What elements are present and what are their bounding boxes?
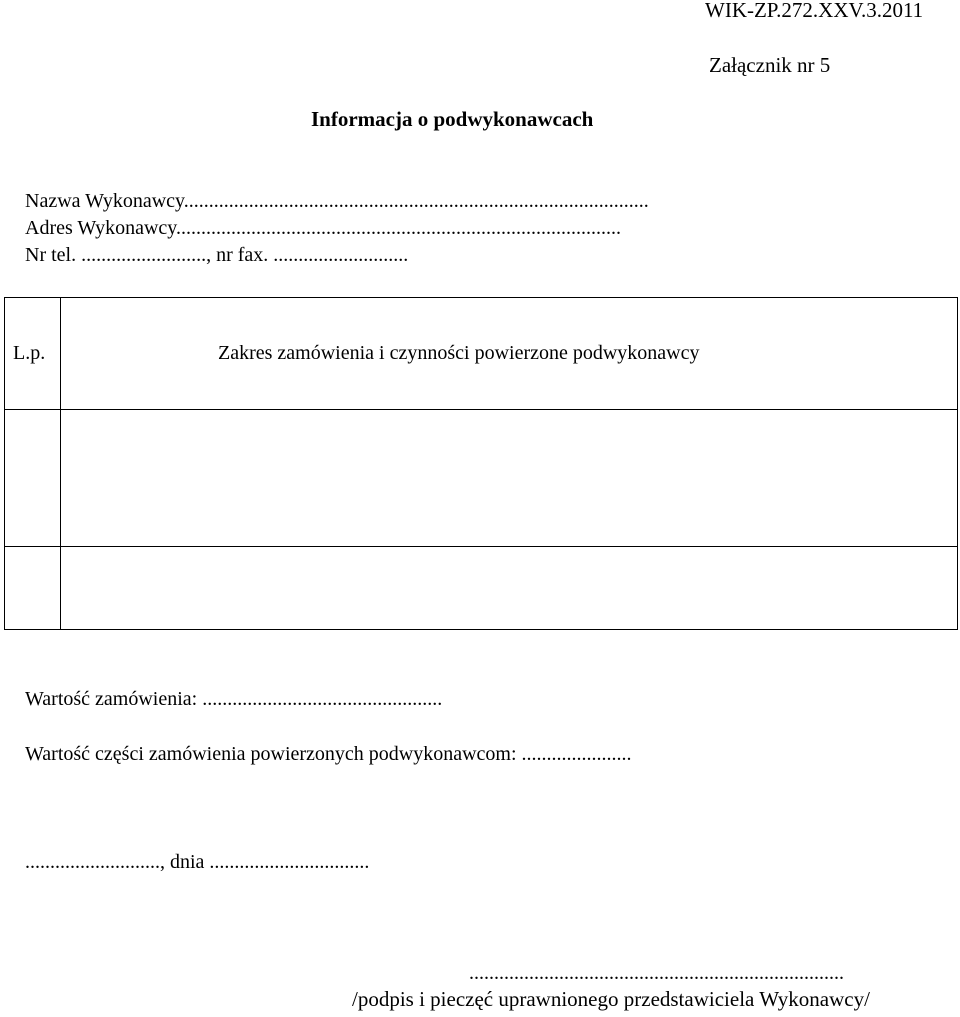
column-header-scope: Zakres zamówienia i czynności powierzone podwykonawcy — [61, 298, 958, 410]
annex-label: Załącznik nr 5 — [709, 53, 831, 77]
table-cell-scope — [61, 547, 958, 630]
table-cell-lp — [5, 547, 61, 630]
column-header-lp: L.p. — [5, 298, 61, 410]
table-cell-lp — [5, 410, 61, 547]
subcontract-value-line: Wartość części zamówienia powierzonych podwykonawcom: ...................... — [25, 743, 632, 765]
signature-caption: /podpis i pieczęć uprawnionego przedstawiciela Wykonawcy/ — [352, 987, 870, 1011]
signature-line: ........................................................................... — [469, 962, 844, 984]
table-row — [5, 410, 958, 547]
document-title: Informacja o podwykonawcach — [311, 107, 594, 131]
contractor-address-line: Adres Wykonawcy......................................................................................... — [25, 217, 621, 239]
order-value-line: Wartość zamówienia: ................................................ — [25, 688, 443, 710]
table-cell-scope — [61, 410, 958, 547]
table-header-row — [5, 298, 958, 410]
table-row — [5, 547, 958, 630]
document-reference: WIK-ZP.272.XXV.3.2011 — [705, 0, 924, 22]
subcontractor-table — [4, 297, 958, 630]
place-date-line: ..........................., dnia ................................ — [25, 851, 370, 873]
contractor-name-line: Nazwa Wykonawcy............................................................................................. — [25, 190, 649, 212]
contractor-phone-fax-line: Nr tel. ........................., nr fax. ........................... — [25, 244, 409, 266]
